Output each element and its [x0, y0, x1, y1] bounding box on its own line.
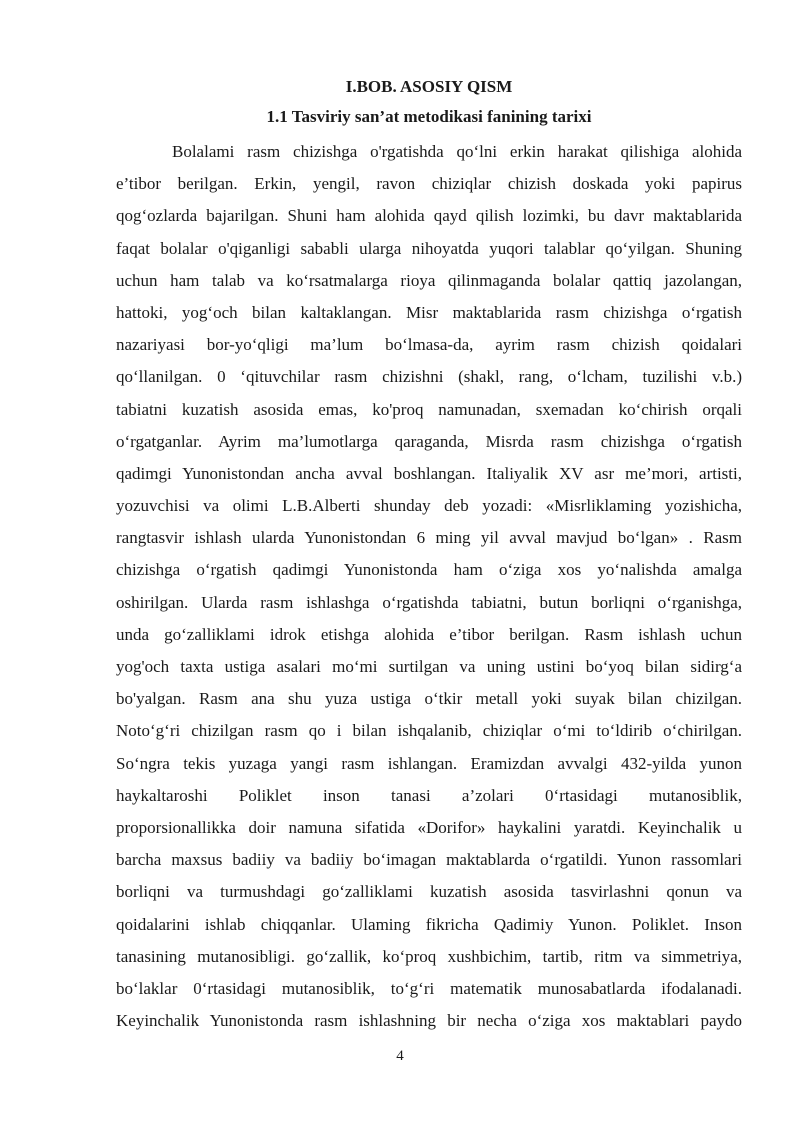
text-line: qog‘ozlarda bajarilgan. Shuni ham alohida qayd qilish lozimki, bu davr maktablarida: [116, 206, 742, 226]
text-line: rangtasvir ishlash ularda Yunonistondan 6 ming yil avval mavjud bo‘lgan» . Rasm: [116, 528, 742, 548]
text-line: chizishga o‘rgatish qadimgi Yunonistonda ham o‘ziga xos yo‘nalishda amalga: [116, 560, 742, 580]
text-line: o‘rgatganlar. Ayrim ma’lumotlarga qaraganda, Misrda rasm chizishga o‘rgatish: [116, 431, 742, 451]
text-line: So‘ngra tekis yuzaga yangi rasm ishlangan. Eramizdan avvalgi 432-yilda yunon: [116, 753, 742, 773]
text-line: haykaltaroshi Poliklet inson tanasi a’zolari 0‘rtasidagi mutanosiblik,: [116, 785, 742, 805]
text-line: tanasining mutanosibligi. go‘zallik, ko‘proq xushbichim, tartib, ritm va simmetriya,: [116, 946, 742, 966]
text-line: proporsionallikka doir namuna sifatida «Dorifor» haykalini yaratdi. Keyinchalik u: [116, 817, 742, 837]
text-line: barcha maxsus badiiy va badiiy bo‘imagan maktablarda o‘rgatildi. Yunon rassomlari: [116, 850, 742, 870]
document-page: [116, 72, 742, 1037]
text-line: yozuvchisi va olimi L.B.Alberti shunday deb yozadi: «Misrliklaming yozishicha,: [116, 496, 742, 516]
text-line: qadimgi Yunonistondan ancha avval boshlangan. Italiyalik XV asr me’mori, artisti,: [116, 463, 742, 483]
text-line: bo‘laklar 0‘rtasidagi mutanosiblik, to‘g‘ri matematik munosabatlarda ifodalanadi.: [116, 978, 742, 998]
text-line: Bolalami rasm chizishga o'rgatishda qo‘lni erkin harakat qilishiga alohida: [172, 142, 742, 161]
text-line: Noto‘g‘ri chizilgan rasm qo i bilan ishqalanib, chiziqlar o‘mi to‘ldirib o‘chirilgan.: [116, 721, 742, 741]
text-line: borliqni va turmushdagi go‘zalliklami kuzatish asosida tasvirlashni qonun va: [116, 882, 742, 902]
text-line: tabiatni kuzatish asosida emas, ko'proq namunadan, sxemadan ko‘chirish orqali: [116, 399, 742, 419]
page-number: 4: [396, 1048, 404, 1064]
section-title: 1.1 Tasviriy san’at metodikasi fanining tarixi: [266, 107, 592, 126]
text-line: yog'och taxta ustiga asalari mo‘mi surtilgan va uning ustini bo‘yoq bilan sidirg‘a: [116, 657, 742, 676]
text-line: e’tibor berilgan. Erkin, yengil, ravon chiziqlar chizish doskada yoki papirus: [116, 174, 742, 194]
chapter-title: I.BOB. ASOSIY QISM: [345, 77, 513, 96]
text-line: Keyinchalik Yunonistonda rasm ishlashning bir necha o‘ziga xos maktablari paydo: [116, 1011, 742, 1031]
text-line: qoidalarini ishlab chiqqanlar. Ulaming fikricha Qadimiy Yunon. Poliklet. Inson: [116, 914, 742, 934]
text-line: oshirilgan. Ularda rasm ishlashga o‘rgatishda tabiatni, butun borliqni o‘rganishga,: [116, 592, 742, 612]
text-line: faqat bolalar o'qiganligi sababli ularga nihoyatda yuqori talablar qo‘yilgan. Shuning: [116, 238, 742, 258]
text-line: hattoki, yog‘och bilan kaltaklangan. Misr maktablarida rasm chizishga o‘rgatish: [116, 302, 742, 322]
text-line: uchun ham talab va ko‘rsatmalarga rioya qilinmaganda bolalar qattiq jazolangan,: [116, 270, 742, 290]
text-line: nazariyasi bor-yo‘qligi ma’lum bo‘lmasa-da, ayrim rasm chizish qoidalari: [116, 335, 742, 355]
text-line: unda go‘zalliklami idrok etishga alohida e’tibor berilgan. Rasm ishlash uchun: [116, 624, 742, 644]
body-paragraph: [116, 136, 742, 1037]
text-line: bo'yalgan. Rasm ana shu yuza ustiga o‘tkir metall yoki suyak bilan chizilgan.: [116, 689, 742, 709]
text-line: qo‘llanilgan. 0 ‘qituvchilar rasm chizishni (shakl, rang, o‘lcham, tuzilishi v.b.): [116, 367, 742, 387]
